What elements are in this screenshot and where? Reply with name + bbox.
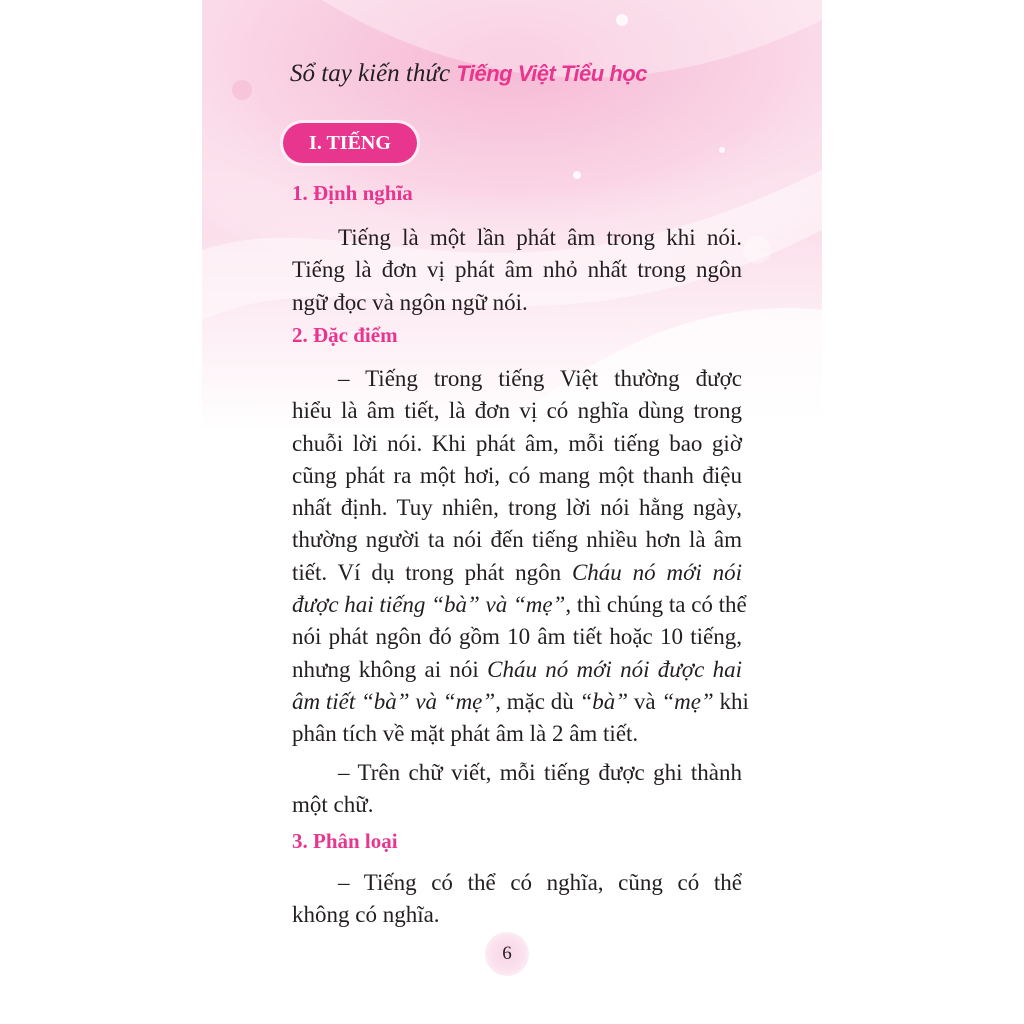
text-line: không có nghĩa. (292, 902, 440, 928)
text-line: – Tiếng trong tiếng Việt thường được (338, 366, 742, 391)
subsection-heading: 2. Đặc điểm (292, 323, 398, 347)
series-title-prefix: Sổ tay kiến thức (290, 60, 451, 87)
text-line: phân tích về mặt phát âm là 2 âm tiết. (292, 721, 639, 747)
paragraph-features (292, 363, 749, 751)
text-line: hiểu là âm tiết, là đơn vị có nghĩa dùng trong (292, 398, 742, 424)
book-series-title (290, 60, 810, 88)
text-line: cũng phát ra một hơi, có mang một thanh điệu (292, 462, 742, 488)
text-line: nhưng không ai nói Cháu nó mới nói được hai (292, 656, 742, 682)
paragraph-classification (292, 867, 742, 932)
text-line: tiết. Ví dụ trong phát ngôn Cháu nó mới nói (292, 559, 742, 585)
book-page (202, 0, 822, 1024)
text-line: thường người ta nói đến tiếng nhiều hơn là âm (292, 527, 742, 553)
text-line: một chữ. (292, 792, 374, 818)
series-title-accent: Tiếng Việt Tiểu học (456, 61, 647, 86)
page-number: 6 (485, 932, 529, 976)
text-line: nói phát ngôn đó gồm 10 âm tiết hoặc 10 tiếng, (292, 624, 742, 650)
text-line: Tiếng là một lần phát âm trong khi nói. (338, 225, 742, 250)
text-line: được hai tiếng “bà” và “mẹ”, thì chúng ta có thể (292, 592, 747, 618)
paragraph-writing (292, 757, 742, 822)
text-line: âm tiết “bà” và “mẹ”, mặc dù “bà” và “mẹ” khi (292, 688, 749, 714)
subsection-heading: 1. Định nghĩa (292, 181, 413, 205)
subsection-heading: 3. Phân loại (292, 829, 398, 853)
text-line: – Tiếng có thể có nghĩa, cũng có thể (338, 870, 742, 895)
paragraph-definition (292, 222, 742, 319)
text-line: nhất định. Tuy nhiên, trong lời nói hằng ngày, (292, 495, 742, 521)
text-line: ngữ đọc và ngôn ngữ nói. (292, 289, 528, 315)
section-badge: I. TIẾNG (283, 123, 417, 163)
text-line: Tiếng là đơn vị phát âm nhỏ nhất trong ngôn (292, 257, 742, 283)
text-line: – Trên chữ viết, mỗi tiếng được ghi thành (338, 760, 742, 785)
text-line: chuỗi lời nói. Khi phát âm, mỗi tiếng bao giờ (292, 430, 742, 456)
